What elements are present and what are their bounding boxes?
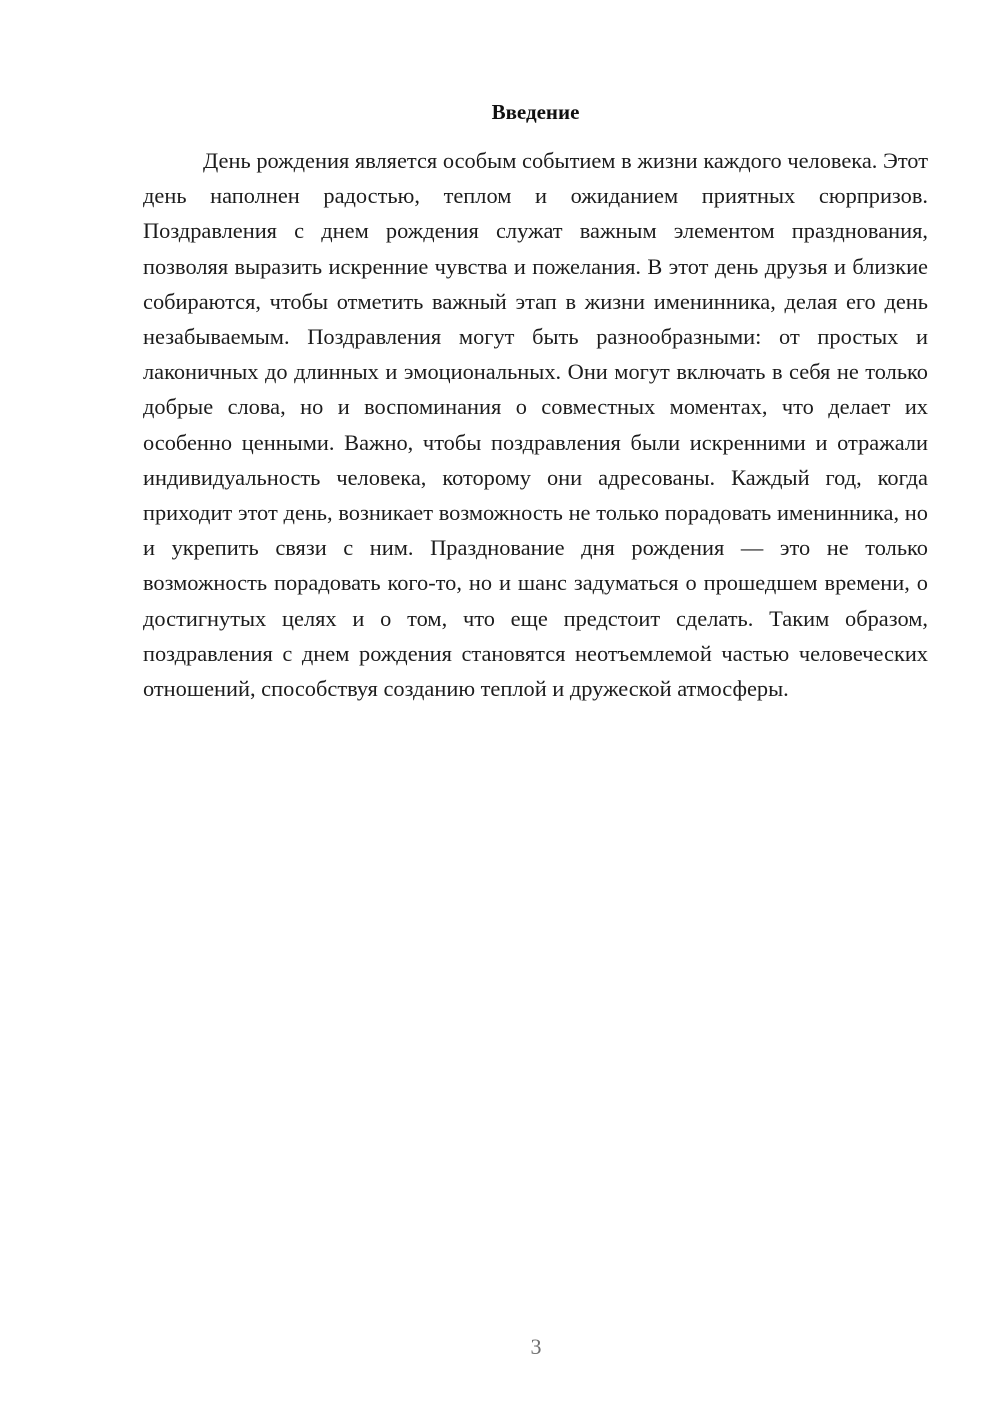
section-heading: Введение [491,100,580,124]
page-number: 3 [530,1334,542,1359]
body-paragraph: День рождения является особым событием в жизни каждого человека. Этот день наполнен радостью, теплом и ожиданием приятных сюрпризов. Поздравления с днем рождения служат важным элементом празднования, позволяя выразить искренние чувства и пожелания. В этот день друзья и близкие собираются, чтобы отметить важный этап в жизни именинника, делая его день незабываемым. Поздравления могут быть разнообразными: от простых и лаконичных до длинных и эмоциональных. Они могут включать в себя не только добрые слова, но и воспоминания о совместных моментах, что делает их особенно ценными. Важно, чтобы поздравления были искренними и отражали индивидуальность человека, которому они адресованы. Каждый год, когда приходит этот день, возникает возможность не только порадовать именинника, но и укрепить связи с ним. Празднование дня рождения — это не только возможность порадовать кого-то, но и шанс задуматься о прошедшем времени, о достигнутых целях и о том, что еще предстоит сделать. Таким образом, поздравления с днем рождения становятся неотъемлемой частью человеческих отношений, способствуя созданию теплой и дружеской атмосферы. [143,148,928,702]
